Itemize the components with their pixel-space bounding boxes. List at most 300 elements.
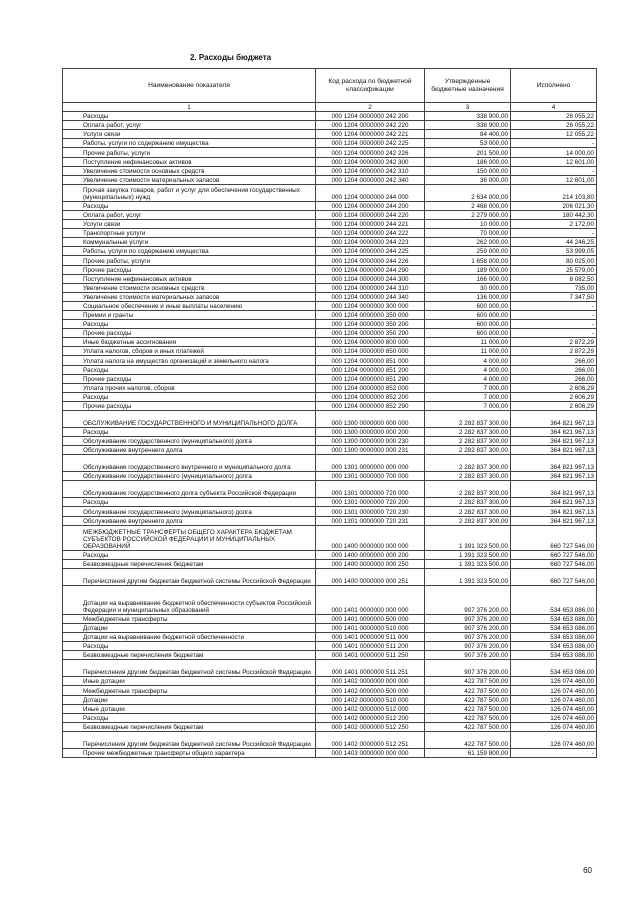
name-cell: Расходы — [63, 428, 316, 437]
code-cell: 000 1204 0000000 244 225 — [316, 247, 425, 256]
table-row — [63, 229, 597, 238]
table-row — [63, 392, 597, 401]
table-header-row — [63, 69, 597, 103]
code-cell: 000 1403 0000000 000 000 — [316, 748, 425, 757]
executed-cell: 266,00 — [511, 365, 597, 374]
table-row — [63, 731, 597, 748]
approved-cell: 2 279 000,00 — [425, 210, 511, 219]
code-cell: 000 1204 0000000 242 226 — [316, 148, 425, 157]
name-cell: МЕЖБЮДЖЕТНЫЕ ТРАНСФЕРТЫ ОБЩЕГО ХАРАКТЕРА БЮДЖЕТАМ СУБЪЕКТОВ РОССИЙСКОЙ ФЕДЕРАЦИИ И МУНИЦИПАЛЬНЫХ ОБРАЗОВАНИЙ — [63, 525, 316, 550]
executed-cell: 364 821 967,13 — [511, 498, 597, 507]
name-cell: Поступление нефинансовых активов — [63, 274, 316, 283]
page-number: 60 — [583, 866, 592, 875]
table-row — [63, 686, 597, 695]
approved-cell: 600 000,00 — [425, 301, 511, 310]
approved-cell: 150 000,00 — [425, 166, 511, 175]
executed-cell: 2 606,29 — [511, 392, 597, 401]
name-cell: Расходы — [63, 112, 316, 121]
table-row — [63, 320, 597, 329]
code-cell: 000 1204 0000000 242 200 — [316, 112, 425, 121]
name-cell: Уплата прочих налогов, сборов — [63, 383, 316, 392]
approved-cell: 422 787 500,00 — [425, 686, 511, 695]
executed-cell: 126 074 460,00 — [511, 695, 597, 704]
code-cell: 000 1204 0000000 852 200 — [316, 392, 425, 401]
code-cell: 000 1400 0000000 000 200 — [316, 550, 425, 559]
table-row — [63, 247, 597, 256]
executed-cell: 364 821 967,13 — [511, 516, 597, 525]
executed-cell: 534 653 086,00 — [511, 614, 597, 623]
table-row — [63, 660, 597, 677]
executed-cell: 2 172,00 — [511, 220, 597, 229]
code-cell: 000 1402 0000000 000 000 — [316, 677, 425, 686]
code-cell: 000 1204 0000000 244 226 — [316, 256, 425, 265]
table-row — [63, 201, 597, 210]
table-row — [63, 633, 597, 642]
table-body — [63, 112, 597, 758]
executed-cell: 25 579,00 — [511, 265, 597, 274]
name-cell: Безвозмездные перечисления бюджетам — [63, 559, 316, 568]
approved-cell: 2 468 000,00 — [425, 201, 511, 210]
code-cell: 000 1204 0000000 242 220 — [316, 121, 425, 130]
approved-cell: 422 787 500,00 — [425, 695, 511, 704]
name-cell: Расходы — [63, 713, 316, 722]
approved-cell: 166 000,00 — [425, 274, 511, 283]
code-cell: 000 1204 0000000 244 290 — [316, 265, 425, 274]
executed-cell: 534 653 086,00 — [511, 651, 597, 660]
approved-cell: 7 000,00 — [425, 392, 511, 401]
table-row — [63, 238, 597, 247]
name-cell: Иные дотации — [63, 704, 316, 713]
table-row — [63, 507, 597, 516]
code-cell: 000 1204 0000000 244 340 — [316, 292, 425, 301]
name-cell: Обслуживание государственного внутреннего и муниципального долга — [63, 455, 316, 472]
approved-cell: 1 658 000,00 — [425, 256, 511, 265]
name-cell: Уплата налогов, сборов и иных платежей — [63, 347, 316, 356]
code-cell: 000 1204 0000000 350 000 — [316, 310, 425, 319]
name-cell: Дотации — [63, 623, 316, 632]
table-row — [63, 347, 597, 356]
code-cell: 000 1401 0000000 511 200 — [316, 642, 425, 651]
code-cell: 000 1301 0000000 700 000 — [316, 472, 425, 481]
table-row — [63, 614, 597, 623]
code-cell: 000 1401 0000000 511 251 — [316, 660, 425, 677]
approved-cell: 11 000,00 — [425, 338, 511, 347]
name-cell: Прочие расходы — [63, 329, 316, 338]
approved-cell: 2 282 837 300,00 — [425, 437, 511, 446]
executed-cell: 660 727 546,00 — [511, 550, 597, 559]
table-row — [63, 157, 597, 166]
approved-cell: 422 787 500,00 — [425, 713, 511, 722]
column-number: 3 — [425, 103, 511, 112]
code-cell: 000 1204 0000000 851 290 — [316, 374, 425, 383]
code-cell: 000 1301 0000000 720 200 — [316, 498, 425, 507]
table-row — [63, 148, 597, 157]
code-cell: 000 1204 0000000 800 000 — [316, 338, 425, 347]
column-number: 1 — [63, 103, 316, 112]
header-executed: Исполнено — [511, 69, 597, 103]
table-row — [63, 374, 597, 383]
executed-cell: 364 821 967,13 — [511, 455, 597, 472]
executed-cell: 206 021,30 — [511, 201, 597, 210]
approved-cell: 422 787 500,00 — [425, 677, 511, 686]
name-cell: Дотации — [63, 695, 316, 704]
name-cell: Работы, услуги по содержанию имущества — [63, 139, 316, 148]
table-row — [63, 559, 597, 568]
approved-cell: 907 376 200,00 — [425, 614, 511, 623]
table-row — [63, 525, 597, 550]
executed-cell: 364 821 967,13 — [511, 428, 597, 437]
approved-cell: 2 282 837 300,00 — [425, 516, 511, 525]
code-cell: 000 1204 0000000 300 000 — [316, 301, 425, 310]
executed-cell: 7 347,50 — [511, 292, 597, 301]
code-cell: 000 1300 0000000 000 200 — [316, 428, 425, 437]
table-row — [63, 265, 597, 274]
executed-cell: 44 246,25 — [511, 238, 597, 247]
table-row — [63, 401, 597, 410]
code-cell: 000 1204 0000000 242 340 — [316, 175, 425, 184]
executed-cell: 26 055,22 — [511, 121, 597, 130]
executed-cell: 534 653 086,00 — [511, 642, 597, 651]
executed-cell: - — [511, 310, 597, 319]
approved-cell: 7 000,00 — [425, 383, 511, 392]
executed-cell: 126 074 460,00 — [511, 677, 597, 686]
approved-cell: 11 000,00 — [425, 347, 511, 356]
table-row — [63, 446, 597, 455]
table-row — [63, 651, 597, 660]
code-cell: 000 1300 0000000 000 231 — [316, 446, 425, 455]
name-cell: Коммунальные услуги — [63, 238, 316, 247]
name-cell: Дотации на выравнивание бюджетной обеспеченности — [63, 633, 316, 642]
name-cell: Перечисления другим бюджетам бюджетной системы Российской Федерации — [63, 731, 316, 748]
name-cell: Транспортные услуги — [63, 229, 316, 238]
code-cell: 000 1301 0000000 720 231 — [316, 516, 425, 525]
name-cell: Работы, услуги по содержанию имущества — [63, 247, 316, 256]
code-cell: 000 1301 0000000 000 000 — [316, 455, 425, 472]
header-approved: Утвержденные бюджетные назначения — [425, 69, 511, 103]
executed-cell: 364 821 967,13 — [511, 507, 597, 516]
name-cell: Прочие расходы — [63, 374, 316, 383]
table-row — [63, 677, 597, 686]
code-cell: 000 1402 0000000 510 000 — [316, 695, 425, 704]
executed-cell: 126 074 460,00 — [511, 713, 597, 722]
approved-cell: 30 000,00 — [425, 283, 511, 292]
executed-cell: 2 606,29 — [511, 383, 597, 392]
approved-cell: 70 000,00 — [425, 229, 511, 238]
code-cell: 000 1204 0000000 242 225 — [316, 139, 425, 148]
name-cell: Расходы — [63, 498, 316, 507]
executed-cell: - — [511, 139, 597, 148]
executed-cell: - — [511, 229, 597, 238]
name-cell: Обслуживание внутреннего долга — [63, 516, 316, 525]
executed-cell: 266,00 — [511, 374, 597, 383]
table-row — [63, 166, 597, 175]
executed-cell: 660 727 546,00 — [511, 568, 597, 585]
executed-cell: - — [511, 320, 597, 329]
name-cell: Прочие работы, услуги — [63, 256, 316, 265]
table-row — [63, 704, 597, 713]
table-row — [63, 428, 597, 437]
executed-cell: 266,00 — [511, 356, 597, 365]
name-cell: Увеличение стоимости материальных запасов — [63, 175, 316, 184]
table-row — [63, 498, 597, 507]
table-row — [63, 642, 597, 651]
name-cell: Обслуживание государственного (муниципального) долга — [63, 472, 316, 481]
code-cell: 000 1402 0000000 512 000 — [316, 704, 425, 713]
approved-cell: 201 500,00 — [425, 148, 511, 157]
name-cell: Увеличение стоимости материальных запасов — [63, 292, 316, 301]
executed-cell: 660 727 546,00 — [511, 559, 597, 568]
table-row — [63, 437, 597, 446]
table-row — [63, 112, 597, 121]
executed-cell: 126 074 460,00 — [511, 704, 597, 713]
executed-cell: 364 821 967,13 — [511, 446, 597, 455]
approved-cell: 2 282 837 300,00 — [425, 472, 511, 481]
table-row — [63, 292, 597, 301]
executed-cell: 660 727 546,00 — [511, 525, 597, 550]
table-row — [63, 695, 597, 704]
name-cell: Перечисления другим бюджетам бюджетной системы Российской Федерации — [63, 660, 316, 677]
executed-cell: - — [511, 301, 597, 310]
approved-cell: 2 282 837 300,00 — [425, 446, 511, 455]
table-row — [63, 623, 597, 632]
approved-cell: 2 282 837 300,00 — [425, 507, 511, 516]
code-cell: 000 1401 0000000 511 250 — [316, 651, 425, 660]
code-cell: 000 1204 0000000 244 223 — [316, 238, 425, 247]
executed-cell: 2 872,29 — [511, 338, 597, 347]
executed-cell: 12 055,22 — [511, 130, 597, 139]
executed-cell: 180 442,30 — [511, 210, 597, 219]
name-cell: Расходы — [63, 365, 316, 374]
table-row — [63, 550, 597, 559]
table-row — [63, 121, 597, 130]
name-cell: Обслуживание государственного (муниципального) долга — [63, 507, 316, 516]
name-cell: Прочая закупка товаров, работ и услуг для обеспечения государственных (муниципальных) нужд — [63, 184, 316, 201]
executed-cell: 214 103,80 — [511, 184, 597, 201]
executed-cell: - — [511, 329, 597, 338]
code-cell: 000 1204 0000000 244 221 — [316, 220, 425, 229]
name-cell: Обслуживание государственного долга субъекта Российской Федерации — [63, 481, 316, 498]
name-cell: Прочие межбюджетные трансферты общего характера — [63, 748, 316, 757]
name-cell: Иные бюджетные ассигнования — [63, 338, 316, 347]
code-cell: 000 1204 0000000 851 000 — [316, 356, 425, 365]
table-row — [63, 220, 597, 229]
approved-cell: 422 787 500,00 — [425, 704, 511, 713]
code-cell: 000 1401 0000000 510 000 — [316, 623, 425, 632]
code-cell: 000 1204 0000000 244 000 — [316, 184, 425, 201]
approved-cell: 2 282 837 300,00 — [425, 428, 511, 437]
approved-cell: 61 159 800,00 — [425, 748, 511, 757]
code-cell: 000 1204 0000000 244 220 — [316, 210, 425, 219]
name-cell: Обслуживание внутреннего долга — [63, 446, 316, 455]
code-cell: 000 1301 0000000 720 000 — [316, 481, 425, 498]
name-cell: Межбюджетные трансферты — [63, 686, 316, 695]
table-row — [63, 713, 597, 722]
code-cell: 000 1401 0000000 511 000 — [316, 633, 425, 642]
name-cell: Расходы — [63, 392, 316, 401]
executed-cell: 534 653 086,00 — [511, 633, 597, 642]
approved-cell: 4 000,00 — [425, 374, 511, 383]
name-cell: Расходы — [63, 320, 316, 329]
column-number: 4 — [511, 103, 597, 112]
approved-cell: 907 376 200,00 — [425, 651, 511, 660]
name-cell: Социальное обеспечение и иные выплаты населению — [63, 301, 316, 310]
approved-cell: 2 634 000,00 — [425, 184, 511, 201]
expenses-table — [62, 68, 597, 758]
approved-cell: 907 376 200,00 — [425, 642, 511, 651]
table-row — [63, 130, 597, 139]
name-cell: Расходы — [63, 201, 316, 210]
table-row — [63, 383, 597, 392]
executed-cell: 364 821 967,13 — [511, 481, 597, 498]
name-cell: ОБСЛУЖИВАНИЕ ГОСУДАРСТВЕННОГО И МУНИЦИПАЛЬНОГО ДОЛГА — [63, 411, 316, 428]
executed-cell: 126 074 460,00 — [511, 731, 597, 748]
name-cell: Безвозмездные перечисления бюджетам — [63, 651, 316, 660]
name-cell: Премии и гранты — [63, 310, 316, 319]
table-row — [63, 472, 597, 481]
table-row — [63, 175, 597, 184]
name-cell: Услуги связи — [63, 220, 316, 229]
approved-cell: 4 000,00 — [425, 365, 511, 374]
executed-cell: 2 872,29 — [511, 347, 597, 356]
executed-cell: 364 821 967,13 — [511, 472, 597, 481]
code-cell: 000 1401 0000000 000 000 — [316, 585, 425, 614]
executed-cell: - — [511, 748, 597, 757]
approved-cell: 84 400,00 — [425, 130, 511, 139]
table-row — [63, 301, 597, 310]
code-cell: 000 1204 0000000 852 290 — [316, 401, 425, 410]
code-cell: 000 1300 0000000 000 000 — [316, 411, 425, 428]
name-cell: Расходы — [63, 550, 316, 559]
table-row — [63, 283, 597, 292]
approved-cell: 600 000,00 — [425, 320, 511, 329]
approved-cell: 1 391 323 500,00 — [425, 550, 511, 559]
approved-cell: 36 000,00 — [425, 175, 511, 184]
approved-cell: 338 900,00 — [425, 121, 511, 130]
executed-cell: 534 653 086,00 — [511, 585, 597, 614]
code-cell: 000 1204 0000000 244 310 — [316, 283, 425, 292]
name-cell: Прочие работы, услуги — [63, 148, 316, 157]
executed-cell: 735,00 — [511, 283, 597, 292]
executed-cell: 12 601,00 — [511, 157, 597, 166]
table-row — [63, 338, 597, 347]
code-cell: 000 1402 0000000 512 250 — [316, 722, 425, 731]
name-cell: Обслуживание государственного (муниципального) долга — [63, 437, 316, 446]
name-cell: Расходы — [63, 642, 316, 651]
table-row — [63, 516, 597, 525]
table-row — [63, 748, 597, 757]
code-cell: 000 1400 0000000 000 250 — [316, 559, 425, 568]
code-cell: 000 1204 0000000 350 200 — [316, 320, 425, 329]
executed-cell: 534 653 086,00 — [511, 660, 597, 677]
header-code: Код расхода по бюджетной классификации — [316, 69, 425, 103]
code-cell: 000 1300 0000000 000 230 — [316, 437, 425, 446]
code-cell: 000 1204 0000000 850 000 — [316, 347, 425, 356]
table-row — [63, 356, 597, 365]
executed-cell: 26 055,22 — [511, 112, 597, 121]
header-name: Наименование показателя — [63, 69, 316, 103]
column-number: 2 — [316, 103, 425, 112]
approved-cell: 1 391 323 500,00 — [425, 525, 511, 550]
name-cell: Поступление нефинансовых активов — [63, 157, 316, 166]
approved-cell: 4 000,00 — [425, 356, 511, 365]
approved-cell: 7 000,00 — [425, 401, 511, 410]
approved-cell: 2 282 837 300,00 — [425, 481, 511, 498]
table-row — [63, 310, 597, 319]
executed-cell: 126 074 460,00 — [511, 722, 597, 731]
code-cell: 000 1401 0000000 500 000 — [316, 614, 425, 623]
code-cell: 000 1402 0000000 512 200 — [316, 713, 425, 722]
approved-cell: 262 000,00 — [425, 238, 511, 247]
approved-cell: 136 000,00 — [425, 292, 511, 301]
section-title: 2. Расходы бюджета — [190, 53, 272, 62]
executed-cell: 364 821 967,13 — [511, 437, 597, 446]
table-row — [63, 256, 597, 265]
executed-cell: 12 601,00 — [511, 175, 597, 184]
approved-cell: 259 000,00 — [425, 247, 511, 256]
executed-cell: 80 025,00 — [511, 256, 597, 265]
executed-cell: 364 821 967,13 — [511, 411, 597, 428]
approved-cell: 10 000,00 — [425, 220, 511, 229]
table-row — [63, 139, 597, 148]
executed-cell: 534 653 086,00 — [511, 623, 597, 632]
executed-cell: 2 606,29 — [511, 401, 597, 410]
code-cell: 000 1204 0000000 244 300 — [316, 274, 425, 283]
code-cell: 000 1204 0000000 851 200 — [316, 365, 425, 374]
table-row — [63, 455, 597, 472]
name-cell: Дотации на выравнивание бюджетной обеспеченности субъектов Российской Федерации и муниципальных образований — [63, 585, 316, 614]
approved-cell: 1 391 323 500,00 — [425, 568, 511, 585]
approved-cell: 2 282 837 300,00 — [425, 455, 511, 472]
table-row — [63, 184, 597, 201]
code-cell: 000 1204 0000000 242 300 — [316, 157, 425, 166]
table-row — [63, 585, 597, 614]
executed-cell: - — [511, 166, 597, 175]
code-cell: 000 1204 0000000 244 200 — [316, 201, 425, 210]
table-row — [63, 481, 597, 498]
executed-cell: 126 074 460,00 — [511, 686, 597, 695]
approved-cell: 338 900,00 — [425, 112, 511, 121]
approved-cell: 907 376 200,00 — [425, 585, 511, 614]
executed-cell: 14 000,00 — [511, 148, 597, 157]
table-row — [63, 274, 597, 283]
approved-cell: 422 787 500,00 — [425, 731, 511, 748]
approved-cell: 2 282 837 300,00 — [425, 498, 511, 507]
approved-cell: 600 000,00 — [425, 310, 511, 319]
name-cell: Увеличение стоимости основных средств — [63, 283, 316, 292]
table-row — [63, 365, 597, 374]
approved-cell: 189 000,00 — [425, 265, 511, 274]
approved-cell: 53 000,00 — [425, 139, 511, 148]
code-cell: 000 1204 0000000 852 000 — [316, 383, 425, 392]
code-cell: 000 1400 0000000 000 000 — [316, 525, 425, 550]
approved-cell: 907 376 200,00 — [425, 623, 511, 632]
name-cell: Иные дотации — [63, 677, 316, 686]
code-cell: 000 1204 0000000 242 310 — [316, 166, 425, 175]
approved-cell: 1 391 323 500,00 — [425, 559, 511, 568]
approved-cell: 2 282 837 300,00 — [425, 411, 511, 428]
name-cell: Оплата работ, услуг — [63, 210, 316, 219]
approved-cell: 422 787 500,00 — [425, 722, 511, 731]
name-cell: Услуги связи — [63, 130, 316, 139]
table-row — [63, 568, 597, 585]
name-cell: Безвозмездные перечисления бюджетам — [63, 722, 316, 731]
approved-cell: 907 376 200,00 — [425, 633, 511, 642]
name-cell: Уплата налога на имущество организаций и земельного налога — [63, 356, 316, 365]
table-row — [63, 329, 597, 338]
name-cell: Межбюджетные трансферты — [63, 614, 316, 623]
code-cell: 000 1301 0000000 720 230 — [316, 507, 425, 516]
name-cell: Оплата работ, услуг — [63, 121, 316, 130]
